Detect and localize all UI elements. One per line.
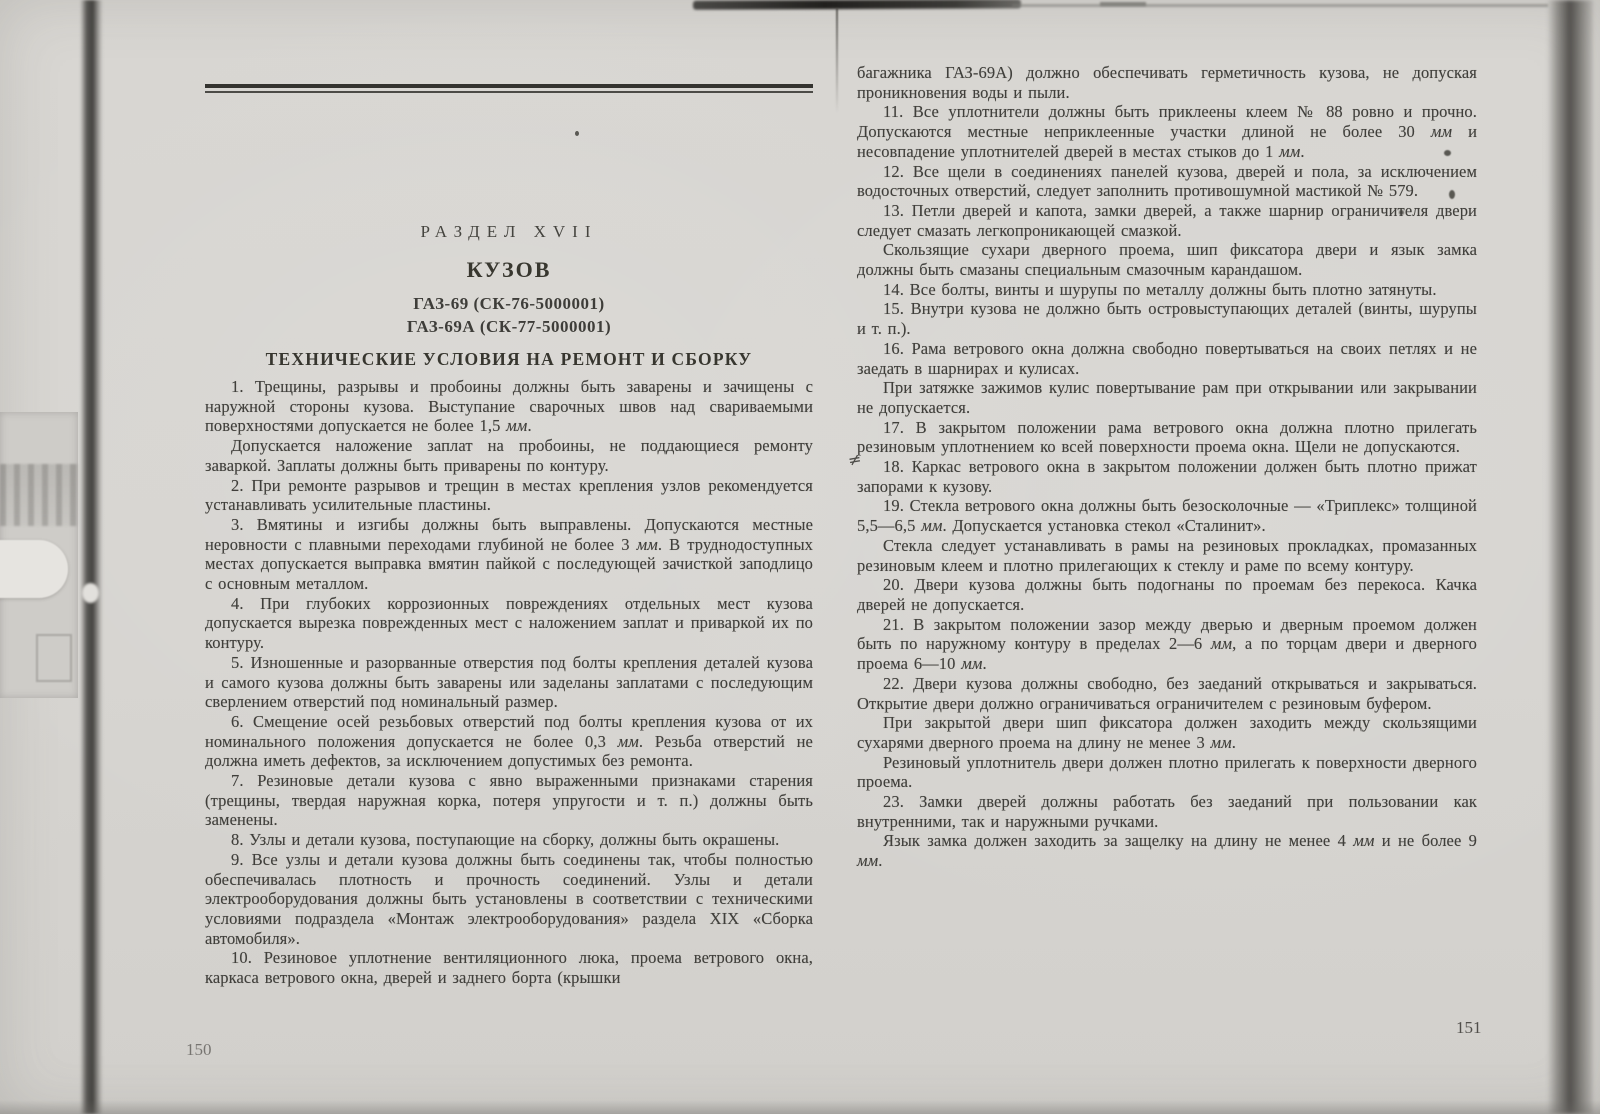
- top-smudge: [693, 0, 1021, 10]
- paragraph: 19. Стекла ветрового окна должны быть безосколочные — «Триплекс» толщиной 5,5—6,5 мм. Допускается установка стекол «Сталинит».: [857, 496, 1477, 536]
- paragraph: 22. Двери кузова должны свободно, без заеданий открываться и закрываться. Открытие двери должно ограничиваться ограничителем с резиновым буфером.: [857, 673, 1477, 713]
- paragraph: При закрытой двери шип фиксатора должен заходить между скользящими сухарями дверного проема на длину не менее 3 мм.: [857, 713, 1477, 752]
- paragraph: 18. Каркас ветрового окна в закрытом положении должен быть плотно прижат запорами к кузову.: [857, 457, 1477, 496]
- paragraph: Стекла следует устанавливать в рамы на резиновых прокладках, промазанных резиновым клеем и плотно прилегающих к стеклу и раме по всему контуру.: [857, 535, 1477, 575]
- left-edge-notch: [82, 583, 99, 603]
- ghost-sketch-lines: [0, 464, 78, 526]
- paragraph: При затяжке зажимов кулис повертывание рам при открывании или закрывании не допускается.: [857, 378, 1477, 417]
- paragraph: Допускается наложение заплат на пробоины, не поддающиеся ремонту заваркой. Заплаты должны быть приварены по контуру.: [205, 436, 813, 475]
- paragraph: 6. Смещение осей резьбовых отверстий под болты крепления кузова от их номинального положения допускается не более 0,3 мм. Резьба отверстий не должна иметь дефектов, за исключением допустимых без ремонта.: [205, 711, 813, 771]
- paragraph: Язык замка должен заходить за защелку на длину не менее 4 мм и не более 9 мм.: [857, 831, 1477, 871]
- left-edge-shadow: [80, 0, 103, 1114]
- paragraph: 10. Резиновое уплотнение вентиляционного люка, проема ветрового окна, каркаса ветрового окна, дверей и заднего борта (крышки: [205, 948, 813, 988]
- paragraph: 4. При глубоких коррозионных повреждениях отдельных мест кузова допускается вырезка поврежденных мест с наложением заплат и приваркой их по контуру.: [205, 593, 813, 653]
- paragraph: Скользящие сухари дверного проема, шип фиксатора двери и язык замка должны быть смазаны специальным смазочным карандашом.: [857, 240, 1477, 280]
- paragraph: 3. Вмятины и изгибы должны быть выправлены. Допускаются местные неровности с плавными переходами глубиной не более 3 мм. В труднодоступных местах допускается выправка вмятин пайкой с последующей зачисткой заподлицо с основным металлом.: [205, 514, 813, 594]
- ghost-page-illustration: [0, 412, 78, 698]
- header-rule: [205, 84, 813, 93]
- ghost-frame-outline: [36, 634, 72, 682]
- paragraph: 9. Все узлы и детали кузова должны быть соединены так, чтобы полностью обеспечивалась плотность и прочность соединений. Узлы и детали электрооборудования должны быть установлены в соответствии с техническими условиями подраздела «Монтаж электрооборудования» раздела XIX «Сборка автомобиля».: [205, 849, 813, 948]
- page-number-left: 150: [186, 1040, 212, 1059]
- left-page: [205, 84, 813, 988]
- paragraph: 21. В закрытом положении зазор между дверью и дверным проемом должен быть по наружному контуру в пределах 2—6 мм, а по торцам двери и дверного проема 6—10 мм.: [857, 614, 1478, 674]
- model-designation-1: ГАЗ-69 (СК-76-5000001): [413, 294, 605, 313]
- paragraph: 8. Узлы и детали кузова, поступающие на сборку, должны быть окрашены.: [231, 830, 780, 850]
- section-heading: РАЗДЕЛ XVII: [420, 222, 598, 241]
- paragraph: багажника ГАЗ-69А) должно обеспечивать герметичность кузова, не допуская проникновения воды и пыли.: [857, 63, 1477, 102]
- right-edge-shadow: [1547, 0, 1593, 1114]
- paragraph: 7. Резиновые детали кузова с явно выраженными признаками старения (трещины, твердая наружная корка, потеря упругости и т. п.) должны быть заменены.: [205, 771, 813, 830]
- top-edge-line: [1012, 4, 1548, 7]
- ghost-thumb-tab: [0, 540, 68, 598]
- paragraph: Резиновый уплотнитель двери должен плотно прилегать к поверхности дверного проема.: [857, 752, 1477, 792]
- paragraph: 15. Внутри кузова не должно быть островыступающих деталей (винты, шурупы и т. п.).: [857, 299, 1477, 339]
- model-designation-2: ГАЗ-69А (СК-77-5000001): [406, 317, 612, 336]
- page-subtitle: ТЕХНИЧЕСКИЕ УСЛОВИЯ НА РЕМОНТ И СБОРКУ: [265, 349, 753, 369]
- bottom-edge-shadow: [0, 1100, 1600, 1114]
- right-page: [857, 63, 1477, 871]
- page-number-right: 151: [1456, 1018, 1482, 1037]
- paragraph: 17. В закрытом положении рама ветрового окна должна плотно прилегать резиновым уплотнением ко всей поверхности проема окна. Щели не допускаются.: [857, 417, 1477, 457]
- paragraph: 16. Рама ветрового окна должна свободно повертываться на своих петлях и не заедать в шарнирах и кулисах.: [857, 338, 1477, 378]
- paragraph: 1. Трещины, разрывы и пробоины должны быть заварены и зачищены с наружной стороны кузова. Выступание сварочных швов над свариваемыми поверхностями допускается не более 1,5 мм.: [205, 377, 813, 436]
- paragraph: 14. Все болты, винты и шурупы по металлу должны быть плотно затянуты.: [883, 279, 1437, 299]
- page-gutter-crease: [836, 8, 838, 113]
- paragraph: 20. Двери кузова должны быть подогнаны по проемам без перекоса. Качка дверей не допускается.: [857, 575, 1477, 614]
- paragraph: 12. Все щели в соединениях панелей кузова, дверей и пола, за исключением водосточных отверстий, следует заполнить противошумной мастикой № 579.: [857, 161, 1477, 201]
- paragraph: 23. Замки дверей должны работать без заеданий при пользовании как внутренними, так и наружными ручками.: [857, 792, 1477, 831]
- paragraph: 5. Изношенные и разорванные отверстия под болты крепления деталей кузова и самого кузова должны быть заварены или заделаны заплатами с последующим сверлением отверстий под номинальный размер.: [205, 652, 813, 712]
- chapter-title: КУЗОВ: [466, 257, 552, 282]
- left-page-body: [205, 377, 813, 988]
- paragraph: 11. Все уплотнители должны быть приклеены клеем № 88 ровно и прочно. Допускаются местные неприклеенные участки длиной не более 30 мм и несовпадение уплотнителей дверей в местах стыков до 1 мм.: [857, 102, 1477, 161]
- paragraph: 13. Петли дверей и капота, замки дверей, а также шарнир ограничителя двери следует смазать легкопроникающей смазкой.: [857, 200, 1477, 240]
- handwritten-margin-mark: ≠: [846, 448, 863, 471]
- paragraph: 2. При ремонте разрывов и трещин в местах крепления узлов рекомендуется устанавливать усилительные пластины.: [205, 475, 813, 515]
